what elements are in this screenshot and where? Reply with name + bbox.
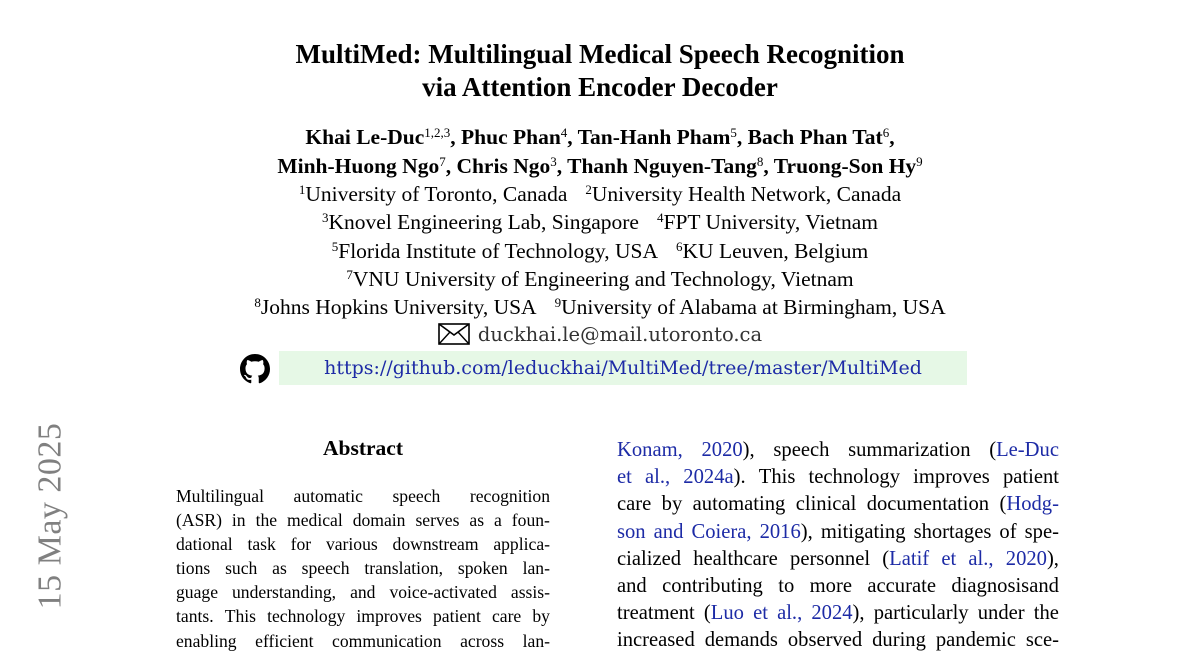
text-run: summarization <box>848 439 971 461</box>
contact-email <box>0 321 1200 353</box>
word: task <box>247 534 276 555</box>
repo-link-box <box>279 351 967 385</box>
affiliation: University of Toronto, Canada <box>305 182 568 206</box>
word: serves <box>415 510 460 531</box>
title-line-2: via Attention Encoder Decoder <box>422 72 778 102</box>
text-run: and <box>617 575 647 598</box>
intro-line <box>617 491 1059 518</box>
word <box>705 627 778 654</box>
word: medical <box>287 510 343 531</box>
text-run: and <box>1029 575 1059 598</box>
author-line-1: Khai Le-Duc$^{1,2,3}$, Phuc Phan$^4$, Tan-Hanh Pham$^5$, Bach Phan Tat$^6$, <box>305 125 895 149</box>
author-name: Khai Le-Duc <box>305 125 425 149</box>
word: improves <box>356 606 422 627</box>
abstract-line <box>176 532 550 556</box>
text-run: technology <box>808 466 901 489</box>
abstract-heading: Abstract <box>322 436 403 460</box>
word: a <box>494 510 502 531</box>
affil-sup: 5 <box>331 238 339 254</box>
word <box>701 437 754 464</box>
word: as <box>272 558 287 579</box>
text-run: of <box>999 520 1017 543</box>
author-name: Phuc Phan <box>461 125 561 149</box>
word <box>617 600 695 627</box>
word: communication <box>332 630 442 651</box>
affiliation: FPT University, Vietnam <box>663 210 878 235</box>
author-name: Thanh Nguyen-Tang <box>567 154 757 178</box>
citation-link[interactable]: et <box>753 602 768 625</box>
text-run: pandemic <box>935 629 1016 652</box>
word <box>617 491 651 518</box>
author-name: Tan-Hanh Pham <box>577 125 731 149</box>
citation-link[interactable]: Hodg- <box>1006 493 1059 516</box>
author-affil-sup: 6 <box>882 125 890 140</box>
affil-sup: 9 <box>554 295 562 311</box>
word <box>790 546 870 573</box>
word: (ASR) <box>176 510 222 531</box>
author-name: Chris Ngo <box>456 154 551 178</box>
intro-line <box>617 519 1059 546</box>
author-list <box>0 123 1200 181</box>
text-run: ), <box>852 602 865 625</box>
word: and <box>350 582 376 603</box>
text-run: speech <box>773 439 830 461</box>
affiliation-line <box>0 265 1200 293</box>
word <box>811 600 864 627</box>
text-run: more <box>809 575 852 598</box>
affil-sup: 8 <box>254 295 261 311</box>
word <box>1003 464 1059 491</box>
text-run: the <box>1033 602 1059 625</box>
citation-link[interactable]: al., <box>645 466 671 489</box>
word <box>760 519 813 546</box>
word: enabling <box>176 630 237 651</box>
word: by <box>532 606 550 627</box>
affil-sup: 7 <box>346 266 353 282</box>
word <box>882 546 929 573</box>
affiliation-line <box>0 208 1200 236</box>
text-run: observed <box>787 629 863 652</box>
date-text: 15 May 2025 <box>31 422 69 610</box>
author-affil-sup: 8 <box>756 154 764 169</box>
word: efficient <box>255 630 314 651</box>
word: tions <box>176 558 211 579</box>
word <box>617 573 647 600</box>
affiliation-list <box>0 180 1200 321</box>
word: dational <box>176 534 233 555</box>
envelope-icon <box>438 323 470 353</box>
text-run: healthcare <box>693 547 778 570</box>
intro-line <box>617 573 1059 600</box>
word <box>1025 519 1059 546</box>
citation-link[interactable]: Latif <box>889 547 930 570</box>
abstract-line <box>176 629 550 653</box>
text-run: This <box>758 466 796 489</box>
citation-link[interactable]: al., <box>777 602 803 625</box>
citation-link[interactable]: Le-Duc <box>996 439 1059 461</box>
text-run: automating <box>692 493 786 516</box>
intro-column <box>617 437 1059 655</box>
word: downstream <box>392 534 479 555</box>
author-affil-sup: 9 <box>916 154 923 169</box>
citation-link[interactable]: et <box>941 547 957 570</box>
intro-line <box>617 437 1059 464</box>
citation-link[interactable]: 2024 <box>811 602 853 625</box>
word: speech <box>392 486 441 506</box>
affiliation: Johns Hopkins University, USA <box>260 295 537 320</box>
text-run: ( <box>703 602 711 625</box>
citation-link[interactable]: Konam, <box>617 439 683 461</box>
intro-line <box>617 600 1059 627</box>
word <box>777 600 802 627</box>
text-run: particularly <box>873 602 969 625</box>
word <box>617 464 632 491</box>
word <box>978 600 1025 627</box>
github-icon <box>240 354 270 384</box>
citation-link[interactable]: 2016 <box>759 520 801 543</box>
text-run: during <box>872 629 926 652</box>
word: tants. <box>176 606 214 627</box>
affiliation-line <box>0 180 1200 208</box>
affiliation-line <box>0 293 1200 321</box>
author-line-2: Minh-Huong Ngo$^7$, Chris Ngo$^3$, Thanh Nguyen-Tang$^8$, Truong-Son Hy$^9$ <box>277 154 923 178</box>
author-affil-sup: 1,2,3 <box>424 125 451 140</box>
affiliation: University of Alabama at Birmingham, USA <box>561 295 946 320</box>
word <box>617 437 683 464</box>
affil-sup: 4 <box>656 210 664 226</box>
affiliation: Knovel Engineering Lab, Singapore <box>328 210 639 235</box>
word: lan- <box>522 630 550 651</box>
word <box>951 573 1059 600</box>
word: as <box>469 510 485 531</box>
word <box>810 573 852 600</box>
citation-link[interactable]: al., <box>968 547 994 570</box>
word <box>809 464 901 491</box>
word <box>999 519 1016 546</box>
github-repo-link[interactable]: https://github.com/leduckhai/MultiMed/tree/master/MultiMed <box>324 357 922 379</box>
word <box>773 437 829 464</box>
text-run: ), <box>1046 547 1059 570</box>
abstract-line <box>176 580 550 604</box>
word: domain <box>352 510 406 531</box>
author-affil-sup: 4 <box>560 125 568 140</box>
word <box>936 627 1016 654</box>
word: lan- <box>522 558 550 579</box>
word <box>872 627 926 654</box>
word: assis- <box>510 582 550 603</box>
author-name: Bach Phan Tat <box>747 125 883 149</box>
text-run: sce- <box>1025 629 1059 652</box>
text-run: mitigating <box>820 520 906 543</box>
text-run: to <box>778 575 795 598</box>
citation-link[interactable]: 2020 <box>1005 547 1047 570</box>
author-affil-sup: 5 <box>730 125 737 140</box>
word <box>913 464 990 491</box>
word <box>778 573 794 600</box>
text-run: clinical <box>795 493 857 516</box>
text-run: ), <box>800 520 813 543</box>
word <box>704 600 744 627</box>
affil-sup: 6 <box>676 238 683 254</box>
word <box>999 491 1058 518</box>
text-run: accurate <box>867 575 936 598</box>
word: voice-activated <box>389 582 497 603</box>
word <box>821 519 906 546</box>
word: technology <box>267 606 346 627</box>
word: spoken <box>457 558 508 579</box>
affiliation: KU Leuven, Belgium <box>682 238 869 263</box>
word <box>617 519 646 546</box>
word <box>691 519 751 546</box>
text-run: cialized <box>617 547 682 570</box>
abstract-body <box>176 484 550 653</box>
word <box>1034 600 1059 627</box>
abstract-line <box>176 604 550 628</box>
word: for <box>290 534 312 555</box>
intro-line <box>617 627 1059 654</box>
word: guage <box>176 582 219 603</box>
text-run: care <box>617 493 652 516</box>
word <box>645 464 670 491</box>
word <box>759 464 796 491</box>
word <box>617 546 681 573</box>
text-run: ( <box>882 547 890 570</box>
text-run: demands <box>704 629 778 652</box>
text-run: documentation <box>866 493 990 516</box>
citation-link[interactable]: 2020 <box>701 439 743 461</box>
word <box>1026 627 1059 654</box>
word <box>788 627 862 654</box>
word: patient <box>432 606 481 627</box>
affiliation-line <box>0 237 1200 265</box>
word: Multilingual <box>176 486 264 506</box>
text-run: increased <box>617 629 695 652</box>
citation-link[interactable]: son <box>617 520 646 543</box>
word: translation, <box>364 558 444 579</box>
affiliation: University Health Network, Canada <box>591 182 902 206</box>
intro-line <box>617 546 1059 573</box>
word <box>968 546 993 573</box>
abstract-line <box>176 556 550 580</box>
text-run: ). <box>733 466 746 489</box>
text-run: personnel <box>790 547 871 570</box>
author-name: Minh-Huong Ngo <box>277 154 440 178</box>
word <box>654 519 684 546</box>
word: This <box>224 606 257 627</box>
text-run: spe- <box>1024 520 1059 543</box>
word <box>693 546 778 573</box>
word <box>796 491 857 518</box>
paper-title <box>0 38 1200 104</box>
email-address[interactable]: duckhai.le@mail.utoronto.ca <box>477 323 763 346</box>
word <box>662 491 683 518</box>
intro-line <box>617 464 1059 491</box>
citation-link[interactable]: and <box>653 520 684 543</box>
text-run: patient <box>1002 466 1059 489</box>
word: applica- <box>493 534 550 555</box>
word <box>914 519 992 546</box>
citation-link[interactable]: Luo <box>710 602 744 625</box>
word <box>1006 546 1059 573</box>
word <box>874 600 969 627</box>
word: recognition <box>469 486 550 506</box>
citation-link[interactable]: Coiera, <box>691 520 752 543</box>
abstract-line <box>176 508 550 532</box>
text-run: ), <box>742 439 755 461</box>
word: understanding, <box>232 582 337 603</box>
repo-link-row <box>0 351 1200 385</box>
text-run: ( <box>999 493 1007 516</box>
affiliation: VNU University of Engineering and Technology, Vietnam <box>352 266 854 291</box>
affil-sup: 2 <box>585 182 592 197</box>
word <box>693 491 786 518</box>
word: care <box>491 606 522 627</box>
author-affil-sup: 3 <box>550 154 557 169</box>
word <box>941 546 956 573</box>
affil-sup: 1 <box>298 182 306 197</box>
abstract-line <box>176 484 550 508</box>
word <box>848 437 970 464</box>
word <box>753 600 768 627</box>
word: automatic <box>293 486 363 506</box>
text-run: ( <box>989 439 997 461</box>
word <box>867 573 936 600</box>
word <box>662 573 763 600</box>
word <box>683 464 745 491</box>
affil-sup: 3 <box>322 210 329 226</box>
text-run: shortages <box>913 520 992 543</box>
word <box>867 491 989 518</box>
word: the <box>255 510 278 531</box>
citation-link[interactable]: et <box>617 466 632 489</box>
text-run: by <box>661 493 683 516</box>
citation-link[interactable]: 2024a <box>683 466 734 489</box>
affiliation: Florida Institute of Technology, USA <box>338 238 659 263</box>
word <box>617 627 695 654</box>
word: speech <box>301 558 350 579</box>
word: foun- <box>511 510 550 531</box>
word: various <box>325 534 378 555</box>
title-line-1: MultiMed: Multilingual Medical Speech Recognition <box>295 39 905 69</box>
text-run: under <box>977 602 1025 625</box>
arxiv-date-stamp <box>26 408 74 624</box>
text-run: treatment <box>617 602 695 625</box>
text-run: contributing <box>662 575 763 598</box>
word: across <box>460 630 505 651</box>
word: in <box>231 510 246 531</box>
text-run: diagnosis <box>951 575 1030 598</box>
author-name: Truong-Son Hy <box>773 154 917 178</box>
word: such <box>225 558 258 579</box>
word <box>989 437 1059 464</box>
text-run: improves <box>913 466 990 489</box>
author-affil-sup: 7 <box>439 154 446 169</box>
